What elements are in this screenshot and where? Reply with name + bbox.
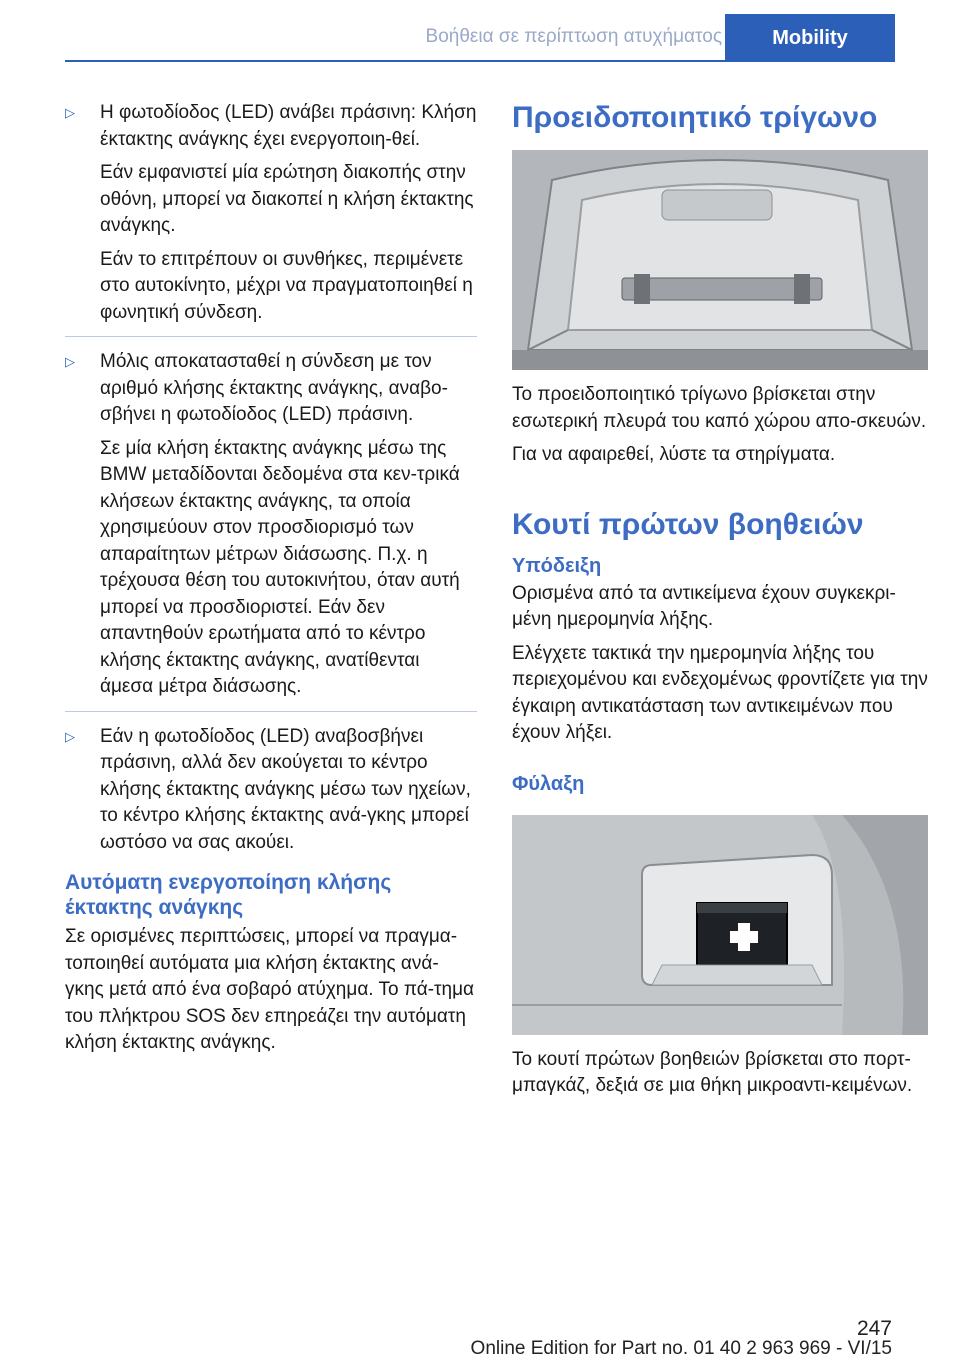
divider bbox=[65, 711, 477, 712]
note-heading: Υπόδειξη bbox=[512, 554, 602, 577]
paragraph: Μόλις αποκατασταθεί η σύνδεση με τον αριθμό κλήσης έκτακτης ανάγκης, αναβο-σβήνει η φωτοδίοδος (LED) πράσινη. bbox=[100, 351, 448, 425]
page-number: 247 bbox=[856, 1317, 892, 1340]
left-column bbox=[65, 100, 477, 1064]
chapter-tab[interactable]: Mobility bbox=[725, 14, 895, 62]
list-item bbox=[65, 100, 477, 326]
header-rule bbox=[65, 60, 895, 62]
storage-caption: Το κουτί πρώτων βοηθειών βρίσκεται στο πορτ-μπαγκάζ, δεξιά σε μια θήκη μικροαντι-κειμένων. bbox=[512, 1048, 913, 1096]
edition-footer: Online Edition for Part no. 01 40 2 963 969 - VI/15 bbox=[470, 1338, 892, 1359]
paragraph: Η φωτοδίοδος (LED) ανάβει πράσινη: Κλήση έκτακτης ανάγκης έχει ενεργοποιη-θεί. bbox=[100, 102, 477, 150]
triangle-caption: Το προειδοποιητικό τρίγωνο βρίσκεται στην εσωτερική πλευρά του καπό χώρου απο-σκευών. bbox=[512, 384, 927, 432]
paragraph: Εάν εμφανιστεί μία ερώτηση διακοπής στην οθόνη, μπορεί να διακοπεί η κλήση έκτακτης ανάγκης. bbox=[100, 162, 474, 236]
auto-call-heading: Αυτόματη ενεργοποίηση κλήσης έκτακτης ανάγκης bbox=[65, 871, 392, 919]
first-aid-heading: Κουτί πρώτων βοηθειών bbox=[512, 507, 864, 541]
triangle-bullet-icon: ▷ bbox=[65, 105, 75, 120]
divider bbox=[65, 336, 477, 337]
list-item bbox=[65, 724, 477, 857]
trunk-lid-illustration bbox=[512, 150, 928, 370]
paragraph: Εάν η φωτοδίοδος (LED) αναβοσβήνει πράσινη, αλλά δεν ακούγεται το κέντρο κλήσης έκτακτης ανάγκης μέσω των ηχείων, το κέντρο κλήσης έκτακτης ανά-γκης μπορεί ωστόσο να σας ακούει. bbox=[100, 725, 471, 853]
list-item bbox=[65, 349, 477, 701]
storage-heading: Φύλαξη bbox=[512, 772, 585, 795]
right-column bbox=[512, 100, 928, 1107]
note-text: Ελέγχετε τακτικά την ημερομηνία λήξης του περιεχομένου και ενδεχομένως φροντίζετε για την έγκαιρη αντικατάσταση των αντικειμένων που έχουν λήξει. bbox=[512, 642, 928, 743]
triangle-bullet-icon: ▷ bbox=[65, 728, 75, 744]
paragraph: Εάν το επιτρέπουν οι συνθήκες, περιμένετε στο αυτοκίνητο, μέχρι να πραγματοποιηθεί η φωνητική σύνδεση. bbox=[100, 248, 473, 323]
auto-call-text: Σε ορισμένες περιπτώσεις, μπορεί να πραγμα-τοποιηθεί αυτόματα μια κλήση έκτακτης ανά-γκης μετά από ένα σοβαρό ατύχημα. Το πά-τημα του πλήκτρου SOS δεν επηρεάζει την αυτόματη κλήση έκτακτης ανάγκης. bbox=[65, 926, 475, 1053]
first-aid-kit-illustration bbox=[512, 815, 928, 1035]
note-text: Ορισμένα από τα αντικείμενα έχουν συγκεκρι-μένη ημερομηνία λήξης. bbox=[512, 582, 896, 630]
triangle-heading: Προειδοποιητικό τρίγωνο bbox=[512, 101, 878, 134]
triangle-remove-text: Για να αφαιρεθεί, λύστε τα στηρίγματα. bbox=[512, 444, 836, 465]
section-title: Βοήθεια σε περίπτωση ατυχήματος bbox=[425, 26, 722, 47]
paragraph: Σε μία κλήση έκτακτης ανάγκης μέσω της BMW μεταδίδονται δεδομένα στα κεν-τρικά κλήσεων έκτακτης ανάγκης, τα οποία χρησιμεύουν στον προσδιορισμό των απαραίτητων μέτρων διάσωσης. Π.χ. η τρέχουσα θέση του αυτοκινήτου, όταν αυτή μπορεί να προσδιοριστεί. Εάν δεν απαντηθούν ερωτήματα από το κέντρο κλήσης έκτακτης ανάγκης, ανατίθενται άμεσα μέτρα διάσωσης. bbox=[100, 437, 460, 697]
triangle-bullet-icon: ▷ bbox=[65, 354, 75, 369]
page-header bbox=[0, 0, 960, 62]
